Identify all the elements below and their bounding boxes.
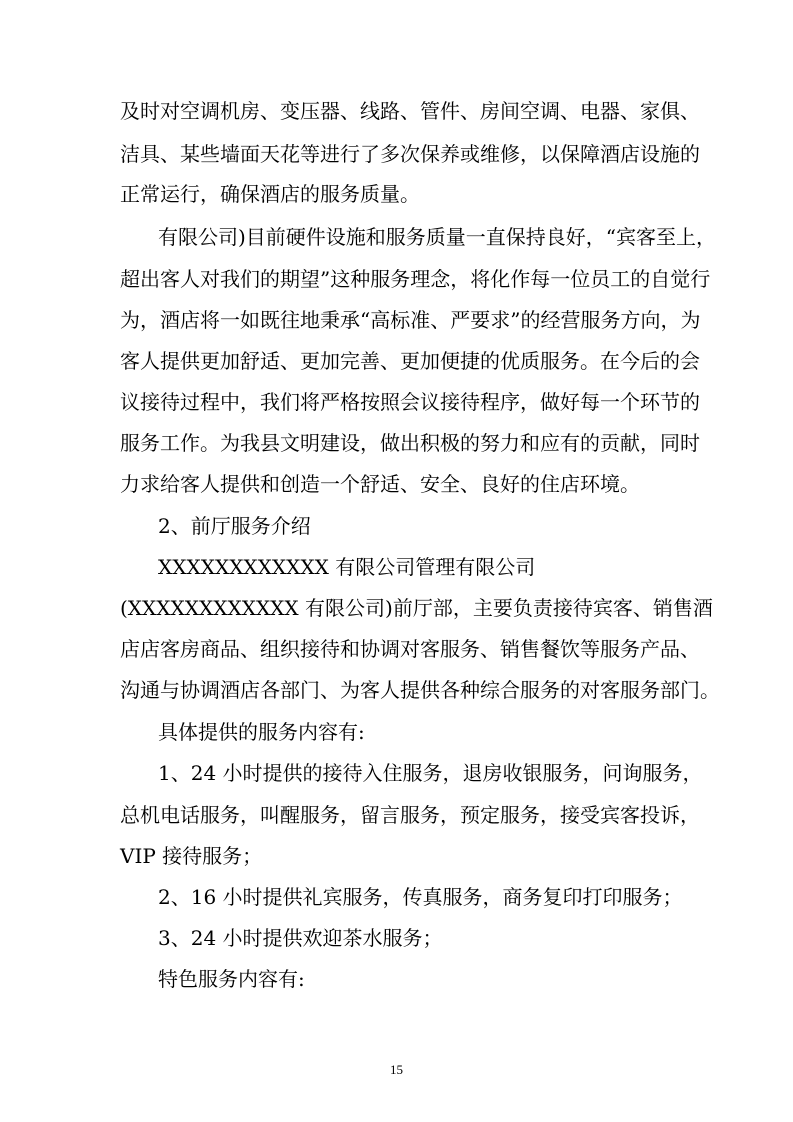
text-line: 客人提供更加舒适、更加完善、更加便捷的优质服务。在今后的会 — [120, 349, 700, 373]
list-item: 2、16 小时提供礼宾服务，传真服务，商务复印打印服务； — [158, 885, 683, 909]
text-line: VIP 接待服务； — [120, 844, 263, 868]
text-line: 超出客人对我们的期望”这种服务理念，将化作每一位员工的自觉行 — [120, 267, 711, 291]
list-intro: 具体提供的服务内容有: — [158, 720, 365, 744]
list-intro: 特色服务内容有: — [158, 967, 305, 991]
text-line: 正常运行，确保酒店的服务质量。 — [120, 182, 420, 206]
page-number: 15 — [390, 1062, 403, 1077]
text-line: 服务工作。为我县文明建设，做出积极的努力和应有的贡献，同时 — [120, 431, 700, 455]
list-item: 3、24 小时提供欢迎茶水服务； — [158, 926, 443, 950]
text-line: 总机电话服务，叫醒服务，留言服务，预定服务，接受宾客投诉， — [120, 803, 700, 827]
text-line: 为，酒店将一如既往地秉承“高标准、严要求”的经营服务方向，为 — [120, 308, 701, 332]
text-line: 店店客房商品、组织接待和协调对客服务、销售餐饮等服务产品、 — [120, 637, 700, 661]
text-line: 议接待过程中，我们将严格按照会议接待程序，做好每一个环节的 — [120, 390, 700, 414]
text-line: 及时对空调机房、变压器、线路、管件、房间空调、电器、家俱、 — [120, 99, 700, 123]
text-line: 洁具、某些墙面天花等进行了多次保养或维修，以保障酒店设施的 — [120, 142, 700, 166]
text-line: 力求给客人提供和创造一个舒适、安全、良好的住店环境。 — [120, 472, 640, 496]
paragraph-start-line: 有限公司)目前硬件设施和服务质量一直保持良好，“宾客至上， — [158, 225, 717, 249]
text-line: (XXXXXXXXXXXX 有限公司)前厅部，主要负责接待宾客、销售酒 — [120, 596, 713, 620]
paragraph-start-line: XXXXXXXXXXXX 有限公司管理有限公司 — [158, 555, 536, 579]
section-heading: 2、前厅服务介绍 — [158, 514, 311, 538]
list-item: 1、24 小时提供的接待入住服务，退房收银服务，问询服务， — [158, 761, 703, 785]
text-line: 沟通与协调酒店各部门、为客人提供各种综合服务的对客服务部门。 — [120, 678, 720, 702]
